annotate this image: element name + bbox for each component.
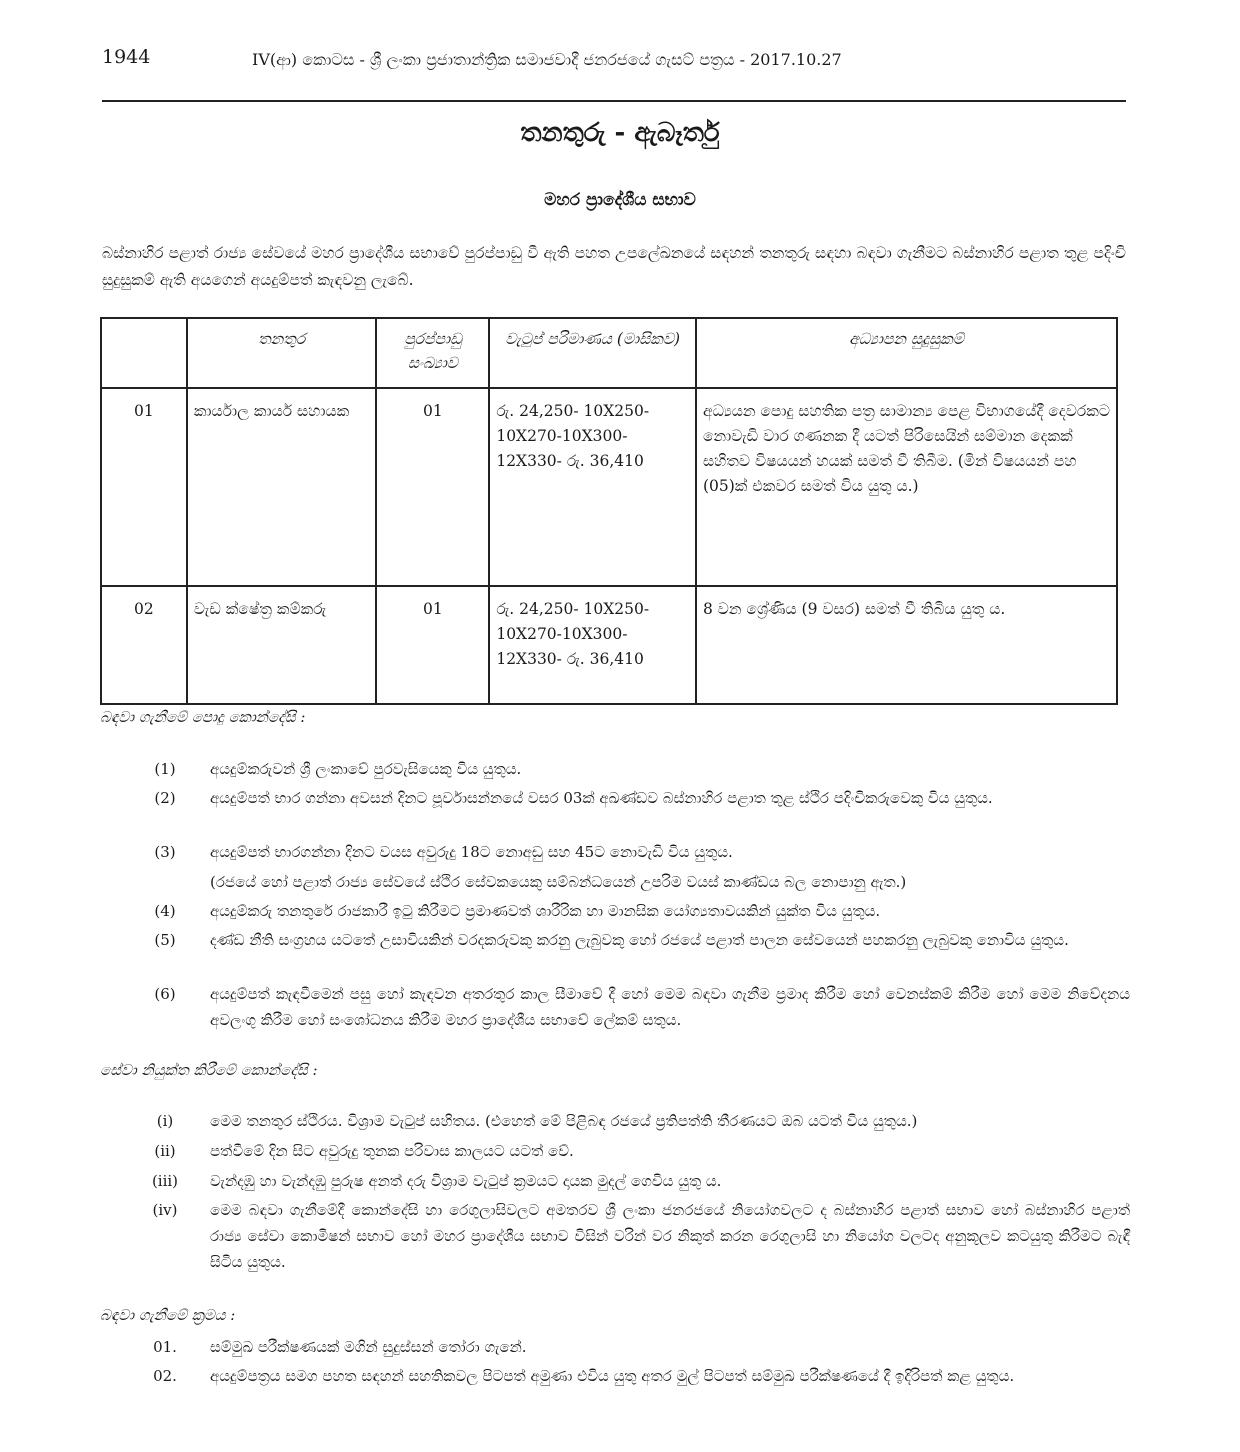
- item-number: (iii): [151, 1172, 179, 1190]
- list-item: [100, 756, 1130, 782]
- list-item: [100, 898, 1130, 924]
- vacancy-count: 01: [376, 586, 489, 704]
- table-row: [101, 586, 1117, 704]
- service-conditions-heading: සේවා නියුක්ත කිරීමේ කොන්දේසි :: [100, 1061, 318, 1079]
- header-serial: [101, 318, 187, 388]
- header-qualification: අධ්‍යාපන සුදුසුකම්: [696, 318, 1117, 388]
- list-item: [100, 1197, 1130, 1275]
- item-number: (3): [154, 843, 176, 861]
- item-text: අයදුම්කරුවන් ශ්‍රී ලංකාවේ පුරවැසියෙකු විය යුතුය.: [210, 760, 522, 778]
- list-item: [100, 981, 1130, 1033]
- post-name: වැඩ ක්ෂේත්‍ර කම්කරු: [187, 586, 377, 704]
- table-header-row: [101, 318, 1117, 388]
- item-number: (6): [154, 985, 176, 1003]
- item-number: (iv): [152, 1201, 178, 1219]
- item-number: (4): [154, 902, 176, 920]
- list-item: [100, 1108, 1130, 1134]
- list-item: [100, 1334, 1130, 1360]
- page-title: තනතුරු - ඇබෑර්තු: [520, 118, 720, 148]
- row-number: 02: [101, 586, 187, 704]
- item-text: අයදුම්පත් කැඳවීමෙන් පසු හෝ කැඳවන අතරතුර කාල සීමාවේ දී හෝ මෙම බඳවා ගැනීම ප්‍රමාද කිරීම හෝ වෙනස්කම් කිරීම හෝ මෙම නිවේදනය අවලංගු කිරීම හෝ සංශෝධනය කිරීම මහර ප්‍රාදේශීය සභාවේ ලේකම් සතුය.: [210, 985, 1130, 1029]
- council-name: මහර ප්‍රාදේශීය සභාව: [544, 190, 696, 210]
- item-text: අයදුම්පත් භාර ගන්නා අවසන් දිනට පූර්වාසන්නයේ වසර 03ක් අඛණ්ඩව බස්නාහිර පළාත තුළ ස්ථිර පදිංචිකරුවෙකු විය යුතුය.: [210, 789, 993, 807]
- list-item: [100, 927, 1130, 953]
- qualification: අධ්‍යයන පොදු සහතික පත්‍ර සාමාන්‍ය පෙළ විභාගයේදී දෙවරකට නොවැඩි වාර ගණනක දී යටත් පිරිසෙයින් සම්මාන දෙකක් සහිතව විෂයයන් හයක් සමත් වී තිබීම. (මින් විෂයයන් පහ (05)ක් එකවර සමත් විය යුතු ය.): [696, 388, 1117, 586]
- item-number: (5): [154, 931, 176, 949]
- list-item: [100, 1363, 1130, 1389]
- item-text: මෙම බඳවා ගැනීමේදී කොන්දේසි හා රෙගුලාසිවලට අමතරව ශ්‍රී ලංකා ජනරජයේ නියෝගවලට ද බස්නාහිර පළාත් සභාව හෝ බස්නාහිර පළාත් රාජ්‍ය සේවා කොමිෂන් සභාව හෝ මහර ප්‍රාදේශීය සභාව විසින් වරින් වර නිකුත් කරන රෙගුලාසි හා නියෝග වලටද අනුකූලව කටයුතු කිරීමට බැඳී සිටිය යුතුය.: [210, 1201, 1130, 1271]
- item-text: සම්මුඛ පරීක්ෂණයක් මගින් සුදුස්සන් තෝරා ගැනේ.: [210, 1338, 527, 1356]
- item-text: දණ්ඩ නීති සංග්‍රහය යටතේ උසාවියකින් වරදකරුවකු කරනු ලැබුවකු හෝ රජයේ පළාත් පාලන සේවයෙන් පහකරනු ලැබුවකු නොවිය යුතුය.: [210, 931, 1069, 949]
- qualification: 8 වන ශ්‍රේණිය (9 වසර) සමත් වී තිබිය යුතු ය.: [696, 586, 1117, 704]
- row-number: 01: [101, 388, 187, 586]
- method-heading: බඳවා ගැනීමේ ක්‍රමය :: [100, 1306, 236, 1324]
- item-number: (2): [154, 789, 176, 807]
- post-name: කාර්යාල කාර්ය සහායක: [187, 388, 377, 586]
- list-item: [100, 1138, 1130, 1164]
- item-text: අයදුම්පත් භාරගන්නා දිනට වයස අවුරුදු 18ට නොඅඩු සහ 45ට නොවැඩි විය යුතුය.: [210, 843, 733, 861]
- item-number: 02.: [153, 1367, 177, 1385]
- general-conditions-heading: බඳවා ගැනීමේ පොදු කොන්දේසි :: [100, 708, 306, 726]
- item-note: (රජයේ හෝ පළාත් රාජ්‍ය සේවයේ ස්ථිර සේවකයෙකු සම්බන්ධයෙන් උපරිම වයස් කාණ්ඩය බල නොපානු ඇත.): [210, 873, 907, 891]
- vacancy-count: 01: [376, 388, 489, 586]
- item-number: 01.: [153, 1338, 177, 1356]
- item-text: පත්වීමේ දින සිට අවුරුදු තුනක පරිවාස කාලයට යටත් වේ.: [210, 1142, 574, 1160]
- list-item: [100, 839, 1130, 895]
- salary-scale: රු. 24,250- 10X250- 10X270-10X300-12X330- රු. 36,410: [489, 388, 696, 586]
- list-item: [100, 1168, 1130, 1194]
- header-post: තනතුර: [187, 318, 377, 388]
- item-number: (1): [154, 760, 176, 778]
- header-vacancies: පුරප්පාඩු සංඛ්‍යාව: [376, 318, 489, 388]
- page-number: 1944: [102, 46, 151, 68]
- table-row: [101, 388, 1117, 586]
- item-text: අයදුම්කරු තනතුරේ රාජකාරී ඉටු කිරීමට ප්‍රමාණවත් ශාරීරික හා මානසික යෝග්‍යතාවයකින් යුක්ත විය යුතුය.: [210, 902, 881, 920]
- page-header: [102, 44, 1126, 80]
- item-number: (i): [156, 1112, 174, 1130]
- header-rule: [102, 100, 1126, 102]
- salary-scale: රු. 24,250- 10X250- 10X270-10X300-12X330- රු. 36,410: [489, 586, 696, 704]
- header-salary: වැටුප් පරිමාණය (මාසිකව): [489, 318, 696, 388]
- item-number: (ii): [154, 1142, 176, 1160]
- gazette-header-text: IV(ආ) කොටස - ශ්‍රී ලංකා ප්‍රජාතාන්ත්‍රික සමාජවාදී ජනරජයේ ගැසට් පත්‍රය - 2017.10.27: [252, 50, 842, 69]
- intro-paragraph: බස්නාහිර පළාත් රාජ්‍ය සේවයේ මහර ප්‍රාදේශීය සභාවේ පුරප්පාඩු වී ඇති පහත උපලේඛනයේ සඳහන් තනතුරු සඳහා බඳවා ගැනීමට බස්නාහිර පළාත තුළ පදිංචි සුදුසුකම් ඇති අයගෙන් අයදුම්පත් කැඳවනු ලැබේ.: [102, 244, 1126, 289]
- item-text: වැන්දඹු හා වැන්දඹු පුරුෂ අනත් දරු විශ්‍රාම වැටුප් ක්‍රමයට දායක මුදල් ගෙවිය යුතු ය.: [210, 1172, 722, 1190]
- item-text: මෙම තනතුර ස්ථිරය. විශ්‍රාම වැටුප් සහිතය. (එහෙත් මේ පිළිබඳ රජයේ ප්‍රතිපත්ති තීරණයට ඔබ යටත් විය යුතුය.): [210, 1112, 918, 1130]
- list-item: [100, 785, 1130, 811]
- item-text: අයදුම්පත්‍රය සමග පහත සඳහන් සහතිකවල පිටපත් අමුණා එවිය යුතු අතර මුල් පිටපත් සම්මුඛ පරීක්ෂණයේ දී ඉදිරිපත් කළ යුතුය.: [210, 1367, 1015, 1385]
- vacancy-table: [100, 317, 1118, 705]
